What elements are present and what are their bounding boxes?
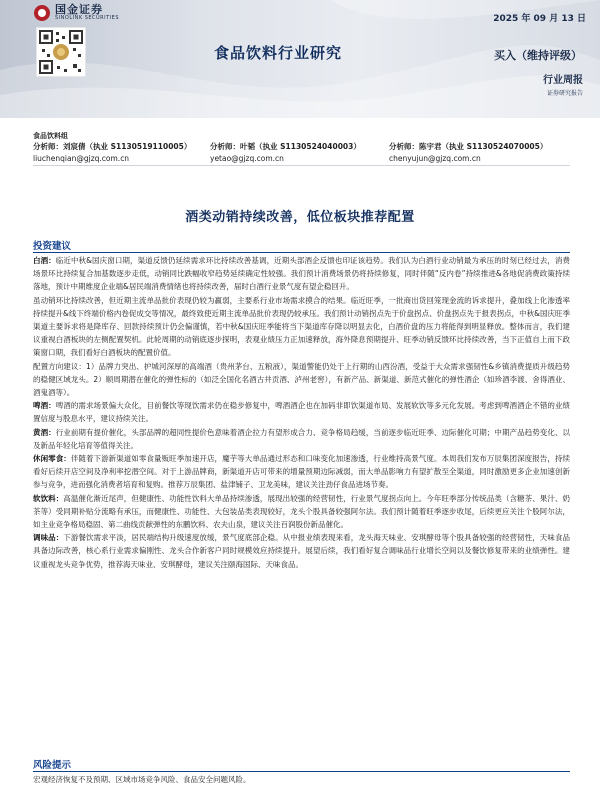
report-date: 2025 年 09 月 13 日 (493, 14, 586, 24)
analyst-divider (33, 165, 570, 166)
section-rule-risk (33, 771, 570, 772)
analyst-3-label: 分析师：陈宇君（执业 S1130524070005） (389, 142, 548, 151)
text-drink: 高温催化渐近尾声，但健康性、功能性饮料大单品持续渗透，展现出较强的经营韧性，行业景气度拐点向上。今年旺季部分传统品类（含糖茶、果汁、奶茶等）受同期补贴分流略有承压，而健康性、功能性、大包装品类表现较好，龙头个股具备较强阿尔法。我们预计随着旺季逐步收尾，后续更应关注个股阿尔法，如主业竞争格局稳固、第二曲线贡献弹性的东鹏饮料、农夫山泉，建议关注百润股份新品催化。 (33, 493, 571, 530)
para-beer (33, 399, 570, 425)
text-beer: 啤酒的需求场景偏大众化，目前餐饮等现饮需求仍在稳步修复中，啤酒酒企也在加码非即饮渠道布局、发展软饮等多元化发展。考虑到啤酒酒企不错的业绩置信度与股息水平，建议持续关注。 (33, 401, 571, 424)
key-drink: 软饮料： (33, 493, 64, 503)
rating-label: 买入（维持评级） (494, 49, 582, 62)
para-huangjiu (33, 426, 570, 452)
key-beer: 啤酒： (33, 401, 56, 411)
logo-name-cn: 国金证券 (55, 3, 103, 16)
report-kind: 行业周报 (543, 75, 583, 86)
report-category-title: 食品饮料行业研究 (214, 44, 343, 62)
analyst-2-label: 分析师：叶韬（执业 S1130524040003） (210, 142, 361, 151)
text-sauce: 下游餐饮需求平淡，居民端结构升级速度放缓，景气度底部企稳。从中报业绩表现来看，龙头海天味业、安琪酵母等个股具备较强的经营韧性，天味食品具备边际改善，核心系行业需求偏刚性、龙头合作新客户同时规模效应持续提升。展望后续，我们看好复合调味品行业增长空间以及餐饮修复带来的业绩弹性。建议重视龙头竞争优势，推荐海天味业、安琪酵母，建议关注颐海国际、天味食品。 (33, 533, 571, 569)
analyst-2-email[interactable]: yetao@gjzq.com.cn (210, 154, 284, 163)
qr-code-icon (36, 27, 86, 77)
risk-body: 宏观经济恢复不及预期、区域市场竞争风险、食品安全问题风险。 (33, 775, 251, 784)
section-title-risk: 风险提示 (33, 760, 72, 771)
analyst-3-email[interactable]: chenyujun@gjzq.com.cn (389, 154, 481, 163)
para-baijiu-2: 虽动销环比持续改善，但近期主流单品批价表现仍较为羸弱，主要系行业市场需求摸合的结果。临近旺季，一批商出货回笼现金流的诉求提升，叠加线上化渗透率持续提升&线下终端价格内卷促成交等情况，最终致使近期主流单品批价表现仍较承压。我们预计动销拐点先于价盘拐点、价盘拐点先于报表拐点，中秋&国庆旺季渠道主要诉求将是降库存、回款持续预计仍会偏谨慎，若中秋&国庆旺季能将当下渠道库存降以明显去化，白酒价盘的压力将能得到明显释放。整体而言，我们建议重视白酒板块的左侧配置契机。此轮周期的动销底逐步探明，表观业绩压力正加速释放，海外降息预期提升、旺季动销反馈环比持续改善，当下正值自上而下政策窗口期，我们看好白酒板块的配置价值。 (33, 295, 570, 358)
para-baijiu-3: 配置方向建议：1）品牌力突出、护城河深厚的高端酒（贵州茅台、五粮液），渠道警能仍处于上行期的山西汾酒，受益于大众需求强韧性&乡镇消费提质升级趋势的稳健区域龙头。2）顺周期潜在催化的弹性标的（如泛全国化名酒古井贡酒、泸州老窖），有新产品、新渠道、新范式催化的弹性酒企（如珍酒李渡、舍得酒业、酒鬼酒等）。 (33, 361, 570, 398)
key-huangjiu: 黄酒： (33, 427, 56, 437)
analyst-1-email[interactable]: liuchenqian@gjzq.com.cn (33, 154, 130, 163)
analyst-1 (33, 141, 191, 165)
para-snack (33, 452, 570, 492)
key-snack: 休闲零食： (33, 454, 71, 464)
report-headline: 酒类动销持续改善，低位板块推荐配置 (185, 210, 415, 225)
para-baijiu-1 (33, 254, 570, 294)
brand-logo (34, 4, 119, 21)
sector-group: 食品饮料组 (33, 132, 68, 140)
text-snack: 伴随着下游新渠道如零食量贩旺季加速开店，魔芋等大单品通过形态和口味变化加速渗透，行业维持高景气度。本周我们发布万辰集团深度报告，持续看好后续开店空间及净利率挖潜空间。对于上游品牌商，新渠道开店可带来的增量预期边际减弱，而大单品影响力有望扩散至全渠道，同时激励更多企业加速创新参与竞争，进而强化消费者培育和复购。推荐万辰集团、盐津铺子、卫龙美味，建议关注劲仔食品进场节奏。 (33, 454, 571, 490)
key-sauce: 调味品： (33, 533, 64, 543)
report-header (0, 0, 600, 118)
key-baijiu: 白酒： (33, 256, 56, 265)
section-title-advice: 投资建议 (33, 241, 72, 252)
text-baijiu-1: 临近中秋&国庆窗口期，渠道反馈仍延续需求环比持续改善基调，近期头部酒企反馈也印证该趋势。我们认为白酒行业动销最为承压的时刻已经过去，消费场景环比持续复合加基数逐步走低，动销同比跌幅收窄趋势延续确定性较强。我们预计消费场景仍将持续修复，同时伴随“反内卷”持续推进&各地促消费政策持续落地，预计中期维度企业端&居民端消费情绪也将持续改善，届时白酒行业景气度有望企稳回升。 (33, 256, 570, 292)
para-drink (33, 492, 570, 532)
report-type: 证券研究报告 (546, 90, 583, 97)
analyst-2 (210, 141, 361, 165)
analyst-3 (389, 141, 547, 165)
logo-icon (34, 5, 50, 21)
logo-name-en: SINOLINK SECURITIES (55, 15, 119, 21)
text-huangjiu: 行业前期有提价催化，头部品牌的超同性提价色意味着酒企拉力有望形成合力、竞争格局趋缓，当前逐步临近旺季、边际催化可期；中期产品趋势变化、以及新品年轻化培育等值得关注。 (33, 427, 571, 450)
advice-body (33, 254, 570, 571)
analyst-1-label: 分析师：刘宸倩（执业 S1130519110005） (33, 142, 192, 151)
para-sauce (33, 531, 570, 571)
section-rule-advice (33, 252, 570, 253)
